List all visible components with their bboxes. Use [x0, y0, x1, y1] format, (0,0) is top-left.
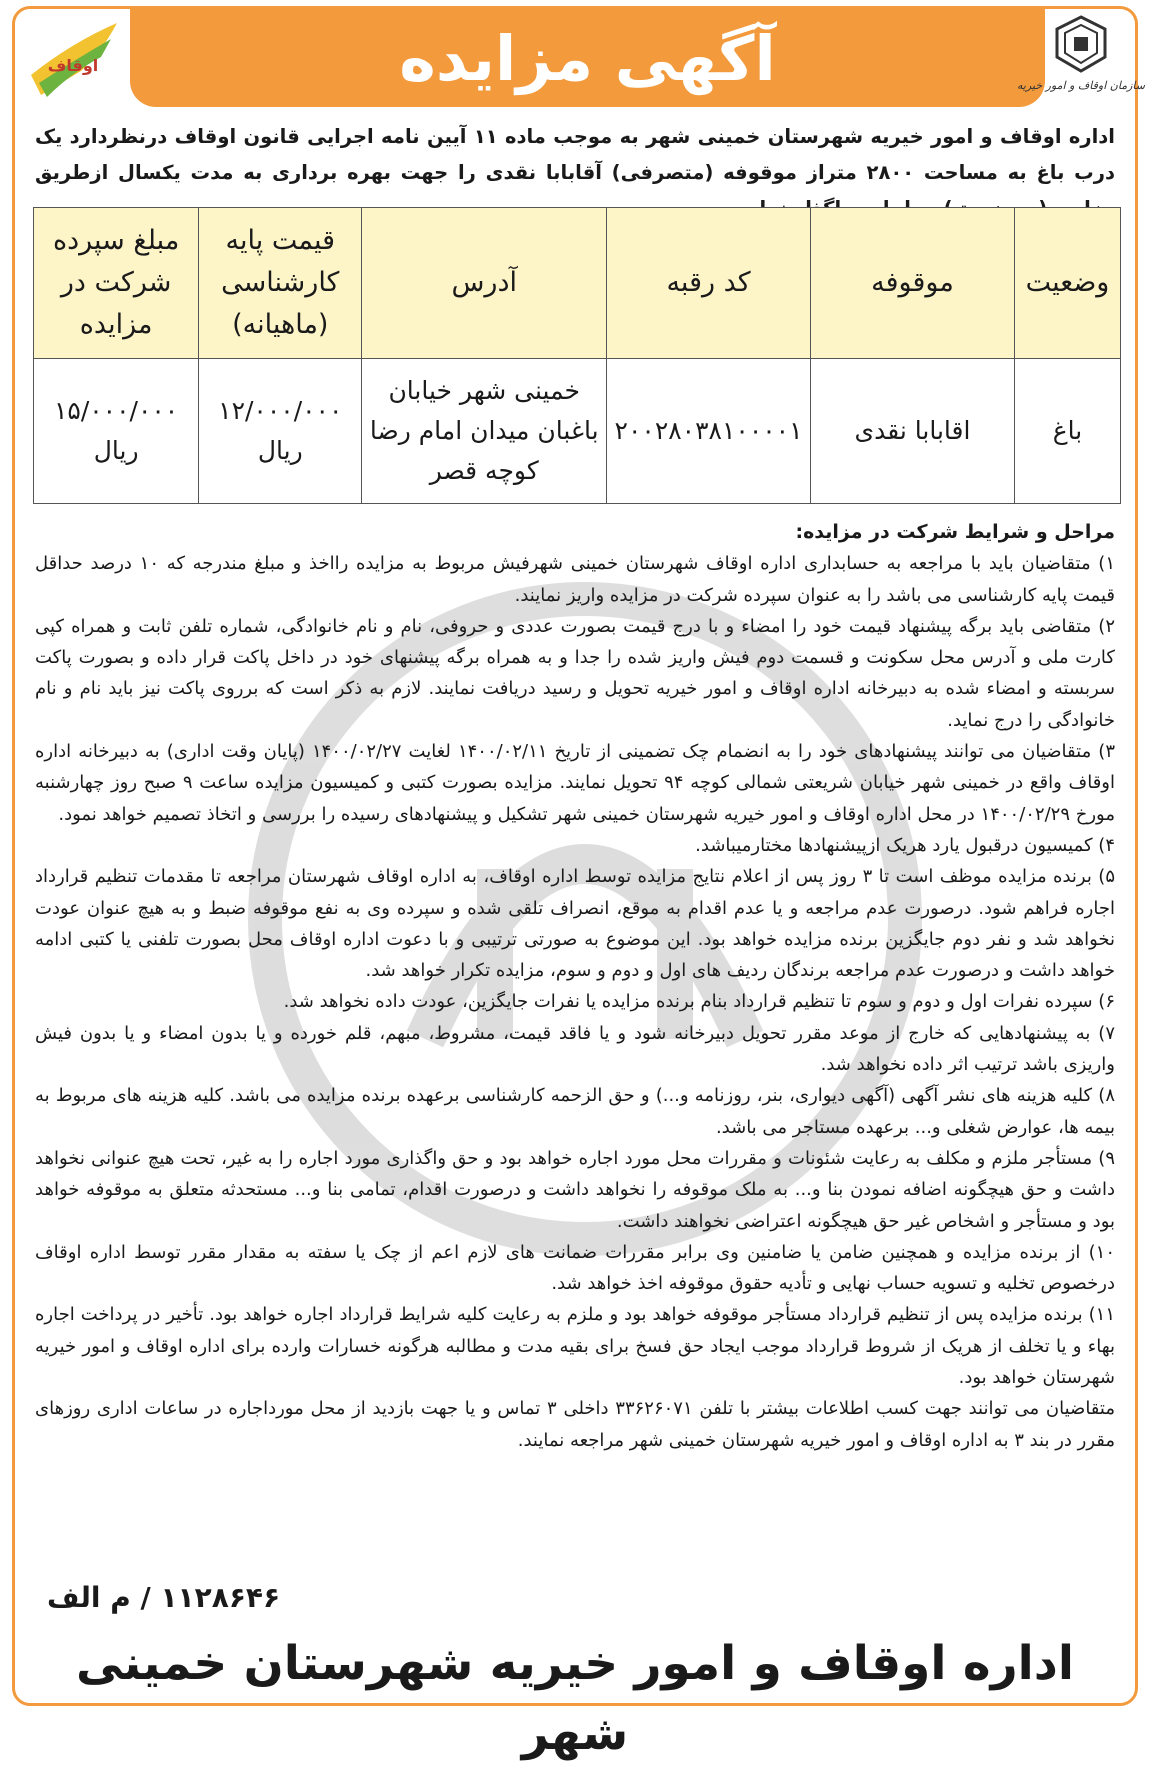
conditions-heading: مراحل و شرایط شرکت در مزایده: [795, 521, 1115, 543]
condition-item: ۳) متقاضیان می توانند پیشنهادهای خود را به انضمام چک تضمینی از تاریخ ۱۴۰۰/۰۲/۱۱ لغایت ۱۴۰۰/۰۲/۲۷ (پایان وقت اداری) به دبیرخانه اداره اوقاف واقع در خمینی شهر خیابان شریعتی شمالی کوچه ۹۴ تحویل نمایند. مزایده بصورت کتبی و کمیسیون مزایده ساعت ۹ صبح روز چهارشنبه مورخ ۱۴۰۰/۰۲/۲۹ در محل اداره اوقاف و امور خیریه شهرستان خمینی شهر تشکیل و پیشنهادهای رسیده را بررسی و اتخاذ تصمیم خواهد نمود. [35, 741, 1115, 825]
footer-signature: اداره اوقاف و امور خیریه شهرستان خمینی شهر [75, 1636, 1074, 1761]
property-table [33, 207, 1121, 504]
page-title: آگهی مزایده [399, 21, 776, 95]
cell-base-price: ۱۲/۰۰۰/۰۰۰ ریال [199, 359, 362, 504]
header-status: وضعیت [1014, 208, 1120, 359]
header [15, 9, 1145, 119]
cell-address: خمینی شهر خیابان باغبان میدان امام رضا کوچه قصر [362, 359, 607, 504]
org-logo-caption: سازمان اوقاف و امور خیریه [1017, 79, 1145, 92]
brand-logo [21, 13, 125, 113]
endowment-emblem-icon [1053, 15, 1109, 75]
table-header-row [34, 208, 1121, 359]
cell-property-code: ۲۰۰۲۸۰۳۸۱۰۰۰۰۱ [607, 359, 811, 504]
header-base-price: قیمت پایه کارشناسی (ماهیانه) [199, 208, 362, 359]
condition-item: ۱۰) از برنده مزایده و همچنین ضامن یا ضامنین وی برابر مقررات ضمانت های لازم اعم از چک یا سفته به مقدار مقرر توسط اداره اوقاف درخصوص تخلیه و تسویه حساب نهایی و تأدیه حقوق موقوفه اخذ خواهد شد. [35, 1241, 1115, 1295]
conditions-section [35, 517, 1115, 1456]
condition-item: ۹) مستأجر ملزم و مکلف به رعایت شئونات و مقررات محل مورد اجاره خواهد بود و حق واگذاری مورد اجاره را به غیر، تحت هیچ عنوانی نخواهد داشت و حق هیچگونه اضافه نمودن بنا و... به ملک موقوفه را نخواهد داشت و درصورت اقدام، تمامی بنا و... مستحدثه متعلق به موقوفه خواهد بود و مستأجر و اشخاص غیر حق هیچگونه اعتراضی نخواهند داشت. [35, 1147, 1115, 1232]
title-banner [130, 9, 1045, 107]
condition-item: ۴) کمیسیون درقبول یارد هریک ازپیشنهادها مختارمیباشد. [695, 834, 1115, 856]
header-address: آدرس [362, 208, 607, 359]
cell-endowment: اقابابا نقدی [811, 359, 1015, 504]
green-ribbon-logo-icon [21, 13, 125, 113]
brand-logo-text: اوقاف [47, 56, 99, 75]
reference-number: ۱۱۲۸۶۴۶ / م الف [47, 1581, 281, 1614]
condition-item: ۲) متقاضی باید برگه پیشنهاد قیمت خود را امضاء و با درج قیمت بصورت عددی و حروفی، نام و نام خانوادگی، شماره تلفن ثابت و همراه کپی کارت ملی و آدرس محل سکونت و قسمت دوم فیش واریز شده را جدا و به همراه برگه پیشنهای خود در داخل پاکت قرار داده و بصورت پاکت سربسته و امضاء شده به دبیرخانه اداره اوقاف و امور خیریه تحویل و رسید دریافت نمایند. لازم به ذکر است که برروی پاکت نیز باید نام و نام خانوادگی را درج نماید. [35, 615, 1115, 731]
condition-item: ۱۱) برنده مزایده پس از تنظیم قرارداد مستأجر موقوفه خواهد بود و ملزم به رعایت کلیه شرایط قرارداد اجاره خواهد بود. تأخیر در پرداخت اجاره بهاء و یا تخلف از هریک از شروط قرارداد موجب ایجاد حق فسخ برای بقیه مدت و مطالبه هرگونه خسارات وارده برای اداره اوقاف و امور خیریه شهرستان خواهد بود. [35, 1304, 1115, 1389]
condition-item: ۱) متقاضیان باید با مراجعه به حسابداری اداره اوقاف شهرستان خمینی شهرفیش مربوط به مزایده رااخذ و مبلغ مندرجه که ۱۰ درصد حداقل قیمت پایه کارشناسی می باشد را به عنوان سپرده شرکت در مزایده واریز نمایند. [35, 553, 1115, 606]
condition-item: ۵) برنده مزایده موظف است تا ۳ روز پس از اعلام نتایج مزایده توسط اداره اوقاف، به اداره اوقاف شهرستان مراجعه تا مقدمات تنظیم قرارداد اجاره فراهم شود. درصورت عدم مراجعه و یا عدم اقدام به موقع، انصراف تلقی شده و سپرده وی به نفع موقوفه ضبط و به هیچ عنوان عودت نخواهد شد و نفر دوم جایگزین برنده مزایده خواهد بود. این موضوع به صورتی ترتیبی و با دعوت اداره اوقاف محل بصورت تلفنی یا کتبی ادامه خواهد داشت و درصورت عدم مراجعه برندگان ردیف های اول و دوم و سوم، مزایده تکرار خواهد شد. [35, 866, 1115, 982]
table-row [34, 359, 1121, 504]
intro-paragraph: اداره اوقاف و امور خیریه شهرستان خمینی شهر به موجب ماده ۱۱ آیین نامه اجرایی قانون اوقاف درنظردارد یک درب باغ به مساحت ۲۸۰۰ متراز موقوفه (متصرفی) آقابابا نقدی را جهت بهره برداری به مدت یکسال ازطریق [35, 125, 1115, 184]
header-property-code: کد رقبه [607, 208, 811, 359]
condition-item: ۶) سپرده نفرات اول و دوم و سوم تا تنظیم قرارداد بنام برنده مزایده یا نفرات جایگزین، عودت داده نخواهد شد. [283, 991, 1115, 1013]
header-endowment: موقوفه [811, 208, 1015, 359]
condition-item: ۸) کلیه هزینه های نشر آگهی (آگهی دیواری، بنر، روزنامه و...) و حق الزحمه کارشناسی برعهده برنده مزایده می باشد. کلیه هزینه های مربوط به بیمه ها، عوارض شغلی و... برعهده مستاجر می باشد. [35, 1085, 1115, 1138]
condition-item: ۷) به پیشنهادهایی که خارج از موعد مقرر تحویل دبیرخانه شود و یا فاقد قیمت، مشروط، مبهم، قلم خورده و یا بدون امضاء و یا بدون فیش واریزی باشد ترتیب اثر داده نخواهد شد. [35, 1022, 1115, 1076]
cell-deposit: ۱۵/۰۰۰/۰۰۰ ریال [34, 359, 199, 504]
org-logo [1017, 15, 1145, 115]
cell-status: باغ [1014, 359, 1120, 504]
contact-note: متقاضیان می توانند جهت کسب اطلاعات بیشتر با تلفن ۳۳۶۲۶۰۷۱ داخلی ۳ تماس و یا جهت بازدید از محل مورداجاره در ساعات اداری روزهای مقرر در بند ۳ به اداره اوقاف و امور خیریه شهرستان خمینی شهر مراجعه نمایند. [35, 1398, 1115, 1451]
notice-frame [12, 6, 1145, 1761]
header-deposit: مبلغ سپرده شرکت در مزایده [34, 208, 199, 359]
